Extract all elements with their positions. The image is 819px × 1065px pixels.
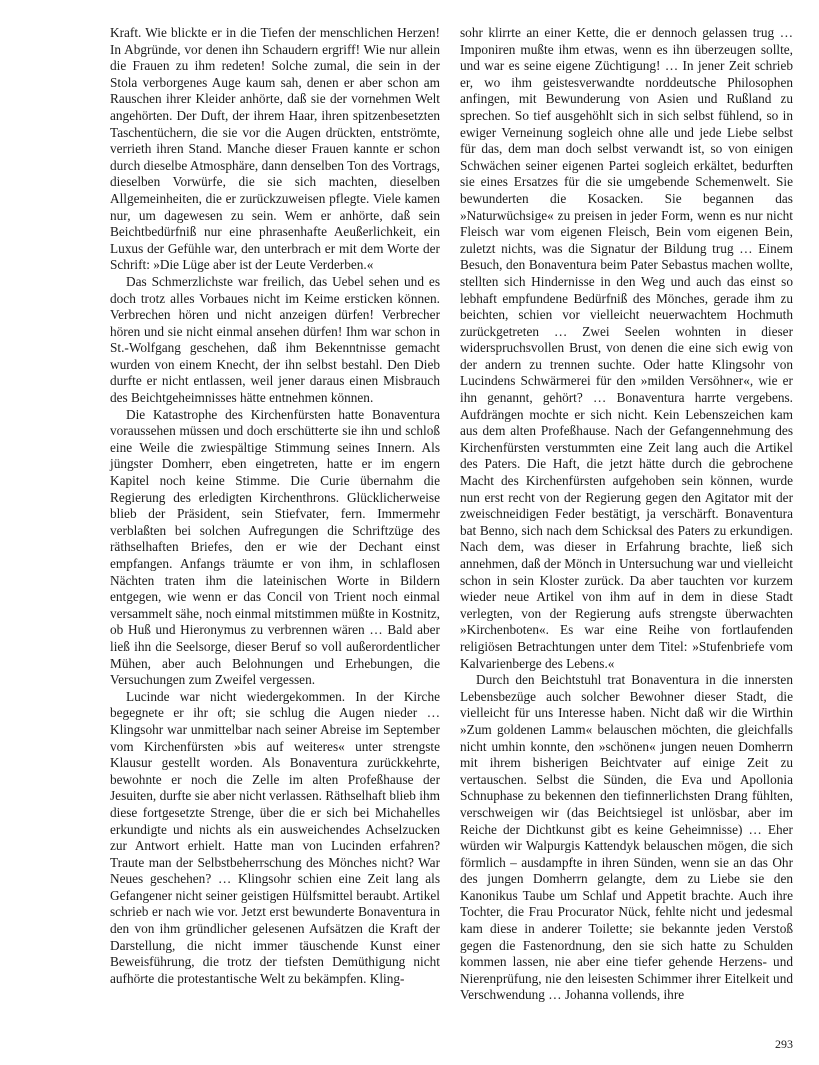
paragraph: Lucinde war nicht wiedergekommen. In der Kirche begegnete er ihr oft; sie schlug die Augen nieder … Klingsohr war unmittelbar nach seiner Abreise im September vom Kirchenfürsten »bis auf weiteres« unter strengste Klausur gestellt worden. Als Bonaventura zurückkehrte, bewohnte er noch die Zelle im alten Profeßhause der Jesuiten, durfte sie aber nicht verlassen. Räthselhaft blieb ihm diese fortgesetzte Strenge, über die er sich bei Michahelles erkundigte und nichts als ein ausweichendes Achselzucken zur Antwort erhielt. Hatte man von Lucinden erfahren? Traute man der Selbstbeherrschung des Mönches nicht? War Neues geschehen? … Klingsohr schien eine Zeit lang als Gefangener nicht seiner geistigen Hülfsmittel beraubt. Artikel schrieb er nach wie vor. Jetzt erst bewunderte Bonaventura in den von ihm gründlicher gelesenen Aufsätzen die Kraft der Darstellung, die nicht immer täuschende Kunst einer Beweisführung, die trotz der tiefsten Demüthigung nicht aufhörte die protestantische Welt zu bekämpfen. Kling-	[110, 688, 440, 986]
paragraph: Das Schmerzlichste war freilich, das Uebel sehen und es doch trotz alles Vorbaues nicht im Keime ersticken können. Verbrechen hören und nicht anzeigen dürfen! Verbrecher hören und sie nicht einmal ansehen dürfen! Ihm war schon in St.-Wolfgang geschehen, daß ihm Bekenntnisse gemacht wurden von einem Knecht, der ihn selbst bestahl. Den Dieb durfte er nicht entlassen, weil jener daraus einen Misbrauch des Beichtgeheimnisses hätte entnehmen können.	[110, 273, 440, 406]
page-number: 293	[775, 1037, 793, 1051]
paragraph: Die Katastrophe des Kirchenfürsten hatte Bonaventura voraussehen müssen und doch erschütterte sie ihn und schloß eine Weile die zwiespältige Stimmung seines Innern. Als jüngster Domherr, eben eingetreten, hatte er im engern Kapitel noch keine Stimme. Die Curie übernahm die Regierung des erledigten Kirchenthrons. Glücklicherweise blieb der Präsident, sein Stiefvater, fern. Immermehr verblaßten bei solchen Aufregungen die Schriftzüge des räthselhaften Briefes, den er wie der Dechant einst empfangen. Anfangs träumte er von ihm, in schlaflosen Nächten traten ihm die lateinischen Worte in Bildern entgegen, wie wenn er das Concil von Trient noch einmal versammelt sähe, noch einmal mitstimmen müßte in Kostnitz, ob Huß und Hieronymus zu verbrennen wären … Bald aber ließ ihn die Seelsorge, dieser Beruf so voll außerordentlicher Mühen, aber auch Belohnungen und Erhebungen, die Versuchungen zum Zweifel vergessen.	[110, 406, 440, 688]
left-text-column	[110, 25, 440, 987]
paragraph: sohr klirrte an einer Kette, die er dennoch gelassen trug … Imponiren mußte ihm etwas, wenn es ihn überzeugen sollte, und war es seine eigene Züchtigung! … In jener Zeit schrieb er, wo ihm geistesverwandte norddeutsche Philosophen anfingen, mit Bewunderung von Asien und Rußland zu sprechen. So tief ausgehöhlt sich in sich selbst fühlend, so in ewiger Verneinung sogleich ohne alle und jede Liebe selbst für das, dem man doch selbst verwandt ist, so von einigen Schwächen seiner eigenen Partei sogleich erkältet, bedurften sie eines Ersatzes für die sie umgebende Schemenwelt. Sie bewunderten die Kosacken. Sie begannen das »Naturwüchsige« zu preisen in jeder Form, wenn es nur nicht Fleisch war vom eigenen Fleisch, Bein vom eigenen Bein, zuletzt nichts, was die Signatur der Bildung trug … Einem Besuch, den Bonaventura beim Pater Sebastus machen wollte, stellten sich Hindernisse in den Weg und auch das einst so lebhaft empfundene Bedürfniß des Mönches, gerade ihm zu beichten, schien vor vielleicht neuerwachtem Hochmuth zurückgetreten … Zwei Seelen wohnten in dieser widerspruchsvollen Brust, von denen die eine sich ewig von der andern zu trennen suchte. Oder hatte Klingsohr von Lucindens Schwärmerei für den »milden Versöhner«, wie er ihn genannt, gehört? … Bonaventura harrte vergebens. Aufdrängen mochte er sich nicht. Kein Lebenszeichen kam aus dem alten Profeßhause. Nach der Gefangennehmung des Kirchenfürsten verstummten eine Zeit lang auch die Artikel des Paters. Die Haft, die jetzt hätte durch die gebrochene Macht des Kirchenfürsten aufgehoben sein können, wurde nun erst recht von der Regierung gegen den Agitator mit der zweischneidigen Feder bestätigt, ja verschärft. Bonaventura bat Benno, sich nach dem Schicksal des Paters zu erkundigen. Nach dem, was dieser in Erfahrung brachte, ließ sich annehmen, daß der Mönch in Untersuchung war und vielleicht schon in sein Kloster zurück. Da aber tauchten vor kurzem wieder neue Artikel von ihm auf in dem in diese Stadt verlegten, von der Regierung aufs strengste überwachten »Kirchenboten«. Es war eine Reihe von fortlaufenden religiösen Betrachtungen unter dem Titel: »Stufenbriefe vom Kalvarienberge des Lebens.«	[460, 25, 793, 671]
paragraph: Durch den Beichtstuhl trat Bonaventura in die innersten Lebensbezüge auch solcher Bewohner dieser Stadt, die vielleicht für uns Interesse haben. Nicht daß wir die Wirthin »Zum goldenen Lamm« belauschen möchten, die gleichfalls nicht umhin konnte, den »schönen« jungen neuen Domherrn mit ihrem bisherigen Beichtvater auf einige Zeit zu vertauschen. Selbst die Sünden, die Eva und Apollonia Schnuphase zu bekennen den tiefinnerlichsten Drang fühlten, verschweigen wir (das Beichtsiegel ist unlösbar, aber im Reiche der Dichtkunst gibt es keine Geheimnisse) … Eher würden wir Walpurgis Kattendyk belauschen mögen, die sich förmlich – ausdampfte in ihren Sünden, wenn sie an das Ohr des jungen Domherrn gelangte, dem zu Liebe sie den Kanonikus Taube um Schlaf und Appetit brachte. Auch ihre Tochter, die Frau Procurator Nück, fehlte nicht und jedesmal kam diese in anderer Toilette; sie bekannte jeden Verstoß gegen die Fastenordnung, den sie sich hatte zu Schulden kommen lassen, nie aber eine tiefer gehende Herzens- und Nierenprüfung, nie den leisesten Schimmer ihrer Eitelkeit und Verschwendung … Johanna vollends, ihre	[460, 672, 793, 1003]
paragraph: Kraft. Wie blickte er in die Tiefen der menschlichen Herzen! In Abgründe, vor denen ihn Schaudern ergriff! Wie nur allein die Frauen zu ihm redeten! Solche zumal, die sein in der Stola verborgenes Auge kaum sah, denen er aber schon am Rauschen ihrer Kleider anhörte, daß sie der vornehmen Welt angehörten. Der Duft, der ihrem Haar, ihren spitzenbesetzten Taschentüchern, die sie vor die Augen drückten, entströmte, verrieth ihren Stand. Manche dieser Frauen kannte er schon durch dieselbe Atmosphäre, dann denselben Ton des Vortrags, dieselben Vorwürfe, die sie sich machten, dieselben Allgemeinheiten, die er zurückzuweisen pflegte. Viele kamen nur, um dagewesen zu sein. Wem er anhörte, daß sein Beichtbedürfniß nur eine phrasenhafte Aeußerlichkeit, ein Luxus der Gefühle war, den unterbrach er mit dem Worte der Schrift: »Die Lüge aber ist der Leute Verderben.«	[110, 25, 440, 273]
right-text-column	[460, 25, 793, 1004]
